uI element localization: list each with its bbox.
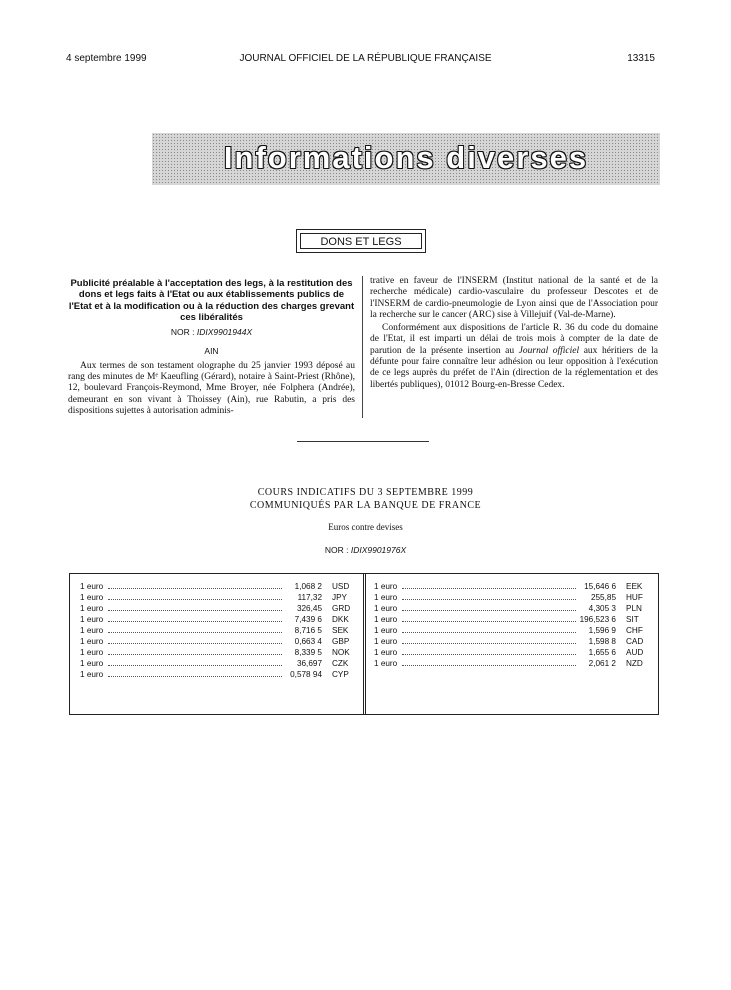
leader-dots <box>402 621 576 622</box>
rate-row <box>374 603 646 614</box>
currency-code: PLN <box>626 604 642 614</box>
currency-code: GRD <box>332 604 351 614</box>
rate-row <box>374 636 646 647</box>
rate-row <box>80 614 352 625</box>
rates-column-right <box>374 581 646 669</box>
currency-code: SEK <box>332 626 349 636</box>
rate-unit: 1 euro <box>374 648 398 658</box>
rate-unit: 1 euro <box>80 593 104 603</box>
rate-row <box>374 625 646 636</box>
rate-row <box>80 647 352 658</box>
article-right-column <box>370 276 658 391</box>
paragraph-text: Conformément aux dispositions de l'article R. 36 du code du domaine de l'Etat, il est imparti un délai de trois mois à compter de la date de parution de la présente insertion au <box>370 323 658 356</box>
header-page-number: 13315 <box>627 53 655 64</box>
rate-value: 117,32 <box>297 593 322 603</box>
journal-officiel-emphasis: Journal officiel <box>518 345 580 356</box>
leader-dots <box>108 588 282 589</box>
currency-code: DKK <box>332 615 349 625</box>
currency-code: CAD <box>626 637 644 647</box>
section-heading-box <box>296 229 426 253</box>
rate-value: 36,697 <box>296 659 322 669</box>
rate-row <box>80 669 352 680</box>
header-date: 4 septembre 1999 <box>66 53 147 64</box>
rate-value: 8,716 5 <box>294 626 322 636</box>
rate-value: 1,598 8 <box>588 637 616 647</box>
leader-dots <box>108 676 282 677</box>
leader-dots <box>108 654 282 655</box>
banner-title: Informations diverses <box>223 140 589 175</box>
rates-nor <box>0 545 731 555</box>
currency-code: HUF <box>626 593 643 603</box>
currency-code: CZK <box>332 659 349 669</box>
currency-code: AUD <box>626 648 644 658</box>
rate-value: 15,646 6 <box>584 582 616 591</box>
currency-code: JPY <box>332 593 348 603</box>
rate-row <box>374 592 646 603</box>
currency-code: EEK <box>626 582 643 591</box>
currency-code: CHF <box>626 626 643 636</box>
exchange-rates-table <box>69 573 659 715</box>
rate-unit: 1 euro <box>80 659 104 669</box>
leader-dots <box>108 632 282 633</box>
paragraph-text: aux héritiers de la défunte pour faire connaître leur adhésion ou leur opposition à l'exécution de ce legs auprès du préfet de l'Ain (direction de la réglementation et des libertés publiques), 01012 Bourg-en-Bresse Cedex. <box>370 345 659 390</box>
rate-unit: 1 euro <box>374 604 398 614</box>
department-heading: AIN <box>204 345 219 356</box>
rate-unit: 1 euro <box>374 626 398 636</box>
leader-dots <box>402 654 576 655</box>
currency-code: NOK <box>332 648 350 658</box>
rates-title-line2: COMMUNIQUÉS PAR LA BANQUE DE FRANCE <box>249 500 482 511</box>
rate-unit: 1 euro <box>80 582 104 591</box>
rates-column-left <box>80 581 352 680</box>
rate-value: 255,85 <box>590 593 616 603</box>
leader-dots <box>108 665 282 666</box>
article-nor <box>68 327 355 337</box>
currency-code: NZD <box>626 659 643 669</box>
rate-value: 1,596 9 <box>588 626 616 636</box>
rate-row <box>80 636 352 647</box>
leader-dots <box>402 599 576 600</box>
rate-unit: 1 euro <box>374 659 398 669</box>
rate-unit: 1 euro <box>374 615 398 625</box>
rate-value: 1,068 2 <box>294 582 322 591</box>
rates-title-line1: COURS INDICATIFS DU 3 SEPTEMBRE 1999 <box>257 487 474 498</box>
currency-code: USD <box>332 582 350 591</box>
nor-label: NOR : <box>324 545 349 555</box>
table-double-divider <box>363 574 366 714</box>
leader-dots <box>108 621 282 622</box>
leader-dots <box>108 610 282 611</box>
rate-unit: 1 euro <box>80 626 104 636</box>
nor-code: IDIX9901944X <box>196 326 253 337</box>
rate-row <box>80 658 352 669</box>
separator-rule <box>297 441 429 442</box>
rate-row <box>374 647 646 658</box>
rate-unit: 1 euro <box>80 637 104 647</box>
rate-unit: 1 euro <box>80 670 104 680</box>
currency-code: CYP <box>332 670 349 680</box>
section-heading: DONS ET LEGS <box>300 233 422 249</box>
rate-value: 196,523 6 <box>579 615 616 625</box>
rate-value: 0,663 4 <box>294 637 322 647</box>
rate-value: 8,339 5 <box>294 648 322 658</box>
leader-dots <box>402 665 576 666</box>
rate-unit: 1 euro <box>374 582 398 591</box>
rate-unit: 1 euro <box>80 615 104 625</box>
column-divider <box>362 276 363 418</box>
article-title: Publicité préalable à l'acceptation des legs, à la restitution des dons et legs faits à l'Etat ou aux établissements publics de l'Etat et à la modification ou à la réduction des charges grevant ces libéralités <box>68 278 355 324</box>
article-left-column <box>68 278 355 417</box>
rate-unit: 1 euro <box>80 604 104 614</box>
rate-value: 326,45 <box>296 604 322 614</box>
rates-subtitle: Euros contre devises <box>328 522 403 532</box>
rate-unit: 1 euro <box>374 593 398 603</box>
leader-dots <box>108 643 282 644</box>
article-paragraph: Aux termes de son testament olographe du 25 janvier 1993 déposé au rang des minutes de Mᵉ Kaeufling (Gérard), notaire à Saint-Priest (Rhône), 12, boulevard François-Reymond, Mme Broyer, née Folphera (Andrée), demeurant en son vivant à Thoissey (Ain), rue Rabutin, a pris des dispositions sujettes à autorisation adminis- <box>68 360 355 416</box>
rate-row <box>80 592 352 603</box>
rate-row <box>80 625 352 636</box>
currency-code: GBP <box>332 637 350 647</box>
rate-row <box>374 658 646 669</box>
rate-row <box>374 581 646 592</box>
rate-value: 4,305 3 <box>588 604 616 614</box>
nor-code: IDIX9901976X <box>350 545 407 555</box>
leader-dots <box>402 632 576 633</box>
rate-value: 2,061 2 <box>588 659 616 669</box>
rate-row <box>374 614 646 625</box>
rate-row <box>80 603 352 614</box>
section-banner <box>152 133 660 185</box>
leader-dots <box>402 588 576 589</box>
leader-dots <box>108 599 282 600</box>
rate-unit: 1 euro <box>374 637 398 647</box>
rate-unit: 1 euro <box>80 648 104 658</box>
nor-label: NOR : <box>170 326 195 337</box>
currency-code: SIT <box>626 615 639 625</box>
rate-row <box>80 581 352 592</box>
header-journal-title: JOURNAL OFFICIEL DE LA RÉPUBLIQUE FRANÇAISE <box>239 53 492 64</box>
rate-value: 1,655 6 <box>588 648 616 658</box>
article-paragraph <box>370 323 658 391</box>
leader-dots <box>402 643 576 644</box>
rate-value: 0,578 94 <box>290 670 322 680</box>
leader-dots <box>402 610 576 611</box>
article-paragraph-continued: trative en faveur de l'INSERM (Institut national de la santé et de la recherche médicale) cardio-vasculaire du professeur Descotes et de l'INSERM de cardio-pneumologie de Lyon ainsi que de l'Association pour la recherche sur le cancer (ARC) sise à Villejuif (Val-de-Marne). <box>370 276 658 320</box>
rate-value: 7,439 6 <box>294 615 322 625</box>
